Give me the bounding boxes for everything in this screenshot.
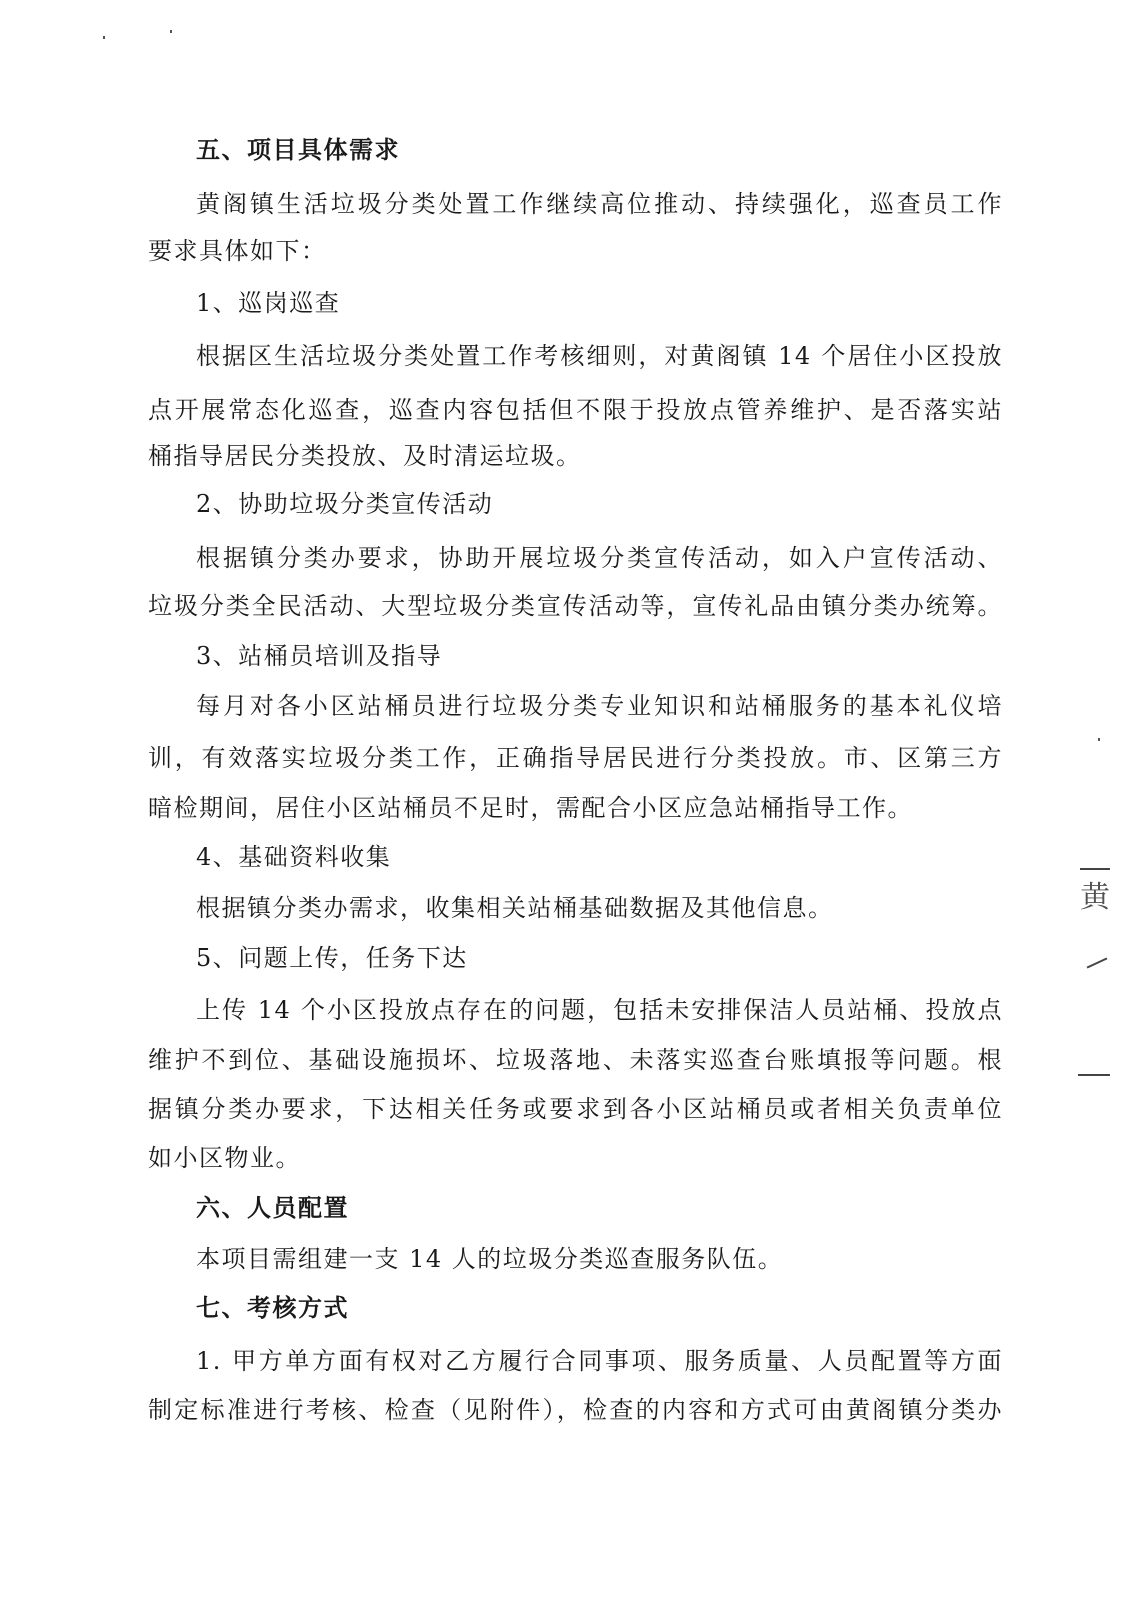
section-heading-6: 六、人员配置 — [196, 1193, 349, 1222]
paragraph-line: 制定标准进行考核、检查（见附件），检查的内容和方式可由黄阁镇分类办 — [148, 1396, 1003, 1424]
scan-speck — [103, 36, 105, 39]
paragraph-line: 根据镇分类办需求，收集相关站桶基础数据及其他信息。 — [196, 894, 834, 922]
paragraph-line: 本项目需组建一支 14 人的垃圾分类巡查服务队伍。 — [196, 1245, 784, 1273]
edge-fragment-text: 黄 — [1080, 880, 1110, 915]
paragraph-line: 根据镇分类办要求，协助开展垃圾分类宣传活动，如入户宣传活动、 — [196, 544, 1003, 572]
section-heading-7: 七、考核方式 — [196, 1293, 349, 1322]
paragraph-line: 上传 14 个小区投放点存在的问题，包括未安排保洁人员站桶、投放点 — [196, 996, 1003, 1024]
scan-speck — [170, 30, 172, 33]
subheading-4: 4、基础资料收集 — [196, 843, 392, 871]
subheading-5: 5、问题上传，任务下达 — [196, 944, 468, 972]
paragraph-line: 每月对各小区站桶员进行垃圾分类专业知识和站桶服务的基本礼仪培 — [196, 692, 1003, 720]
paragraph-line: 暗检期间，居住小区站桶员不足时，需配合小区应急站桶指导工作。 — [148, 794, 913, 822]
scan-edge-mark — [1087, 957, 1108, 968]
scan-speck — [1098, 738, 1100, 741]
subheading-1: 1、巡岗巡查 — [196, 289, 341, 317]
paragraph-line: 垃圾分类全民活动、大型垃圾分类宣传活动等，宣传礼品由镇分类办统筹。 — [148, 592, 1003, 620]
paragraph-line: 桶指导居民分类投放、及时清运垃圾。 — [148, 442, 582, 470]
paragraph-line: 1. 甲方单方面有权对乙方履行合同事项、服务质量、人员配置等方面 — [196, 1347, 1003, 1375]
paragraph-line: 点开展常态化巡查，巡查内容包括但不限于投放点管养维护、是否落实站 — [148, 396, 1003, 424]
scan-edge-mark — [1078, 1074, 1110, 1076]
paragraph-line: 训，有效落实垃圾分类工作，正确指导居民进行分类投放。市、区第三方 — [148, 744, 1003, 772]
paragraph-line: 根据区生活垃圾分类处置工作考核细则，对黄阁镇 14 个居住小区投放 — [196, 342, 1003, 370]
subheading-2: 2、协助垃圾分类宣传活动 — [196, 490, 494, 518]
paragraph-line: 如小区物业。 — [148, 1144, 301, 1172]
paragraph-line: 要求具体如下： — [148, 237, 327, 265]
paragraph-line: 黄阁镇生活垃圾分类处置工作继续高位推动、持续强化，巡查员工作 — [196, 190, 1003, 218]
subheading-3: 3、站桶员培训及指导 — [196, 642, 443, 670]
paragraph-line: 据镇分类办要求，下达相关任务或要求到各小区站桶员或者相关负责单位 — [148, 1095, 1003, 1123]
paragraph-line: 维护不到位、基础设施损坏、垃圾落地、未落实巡查台账填报等问题。根 — [148, 1046, 1003, 1074]
scan-edge-mark — [1080, 868, 1110, 870]
section-heading-5: 五、项目具体需求 — [196, 135, 400, 164]
